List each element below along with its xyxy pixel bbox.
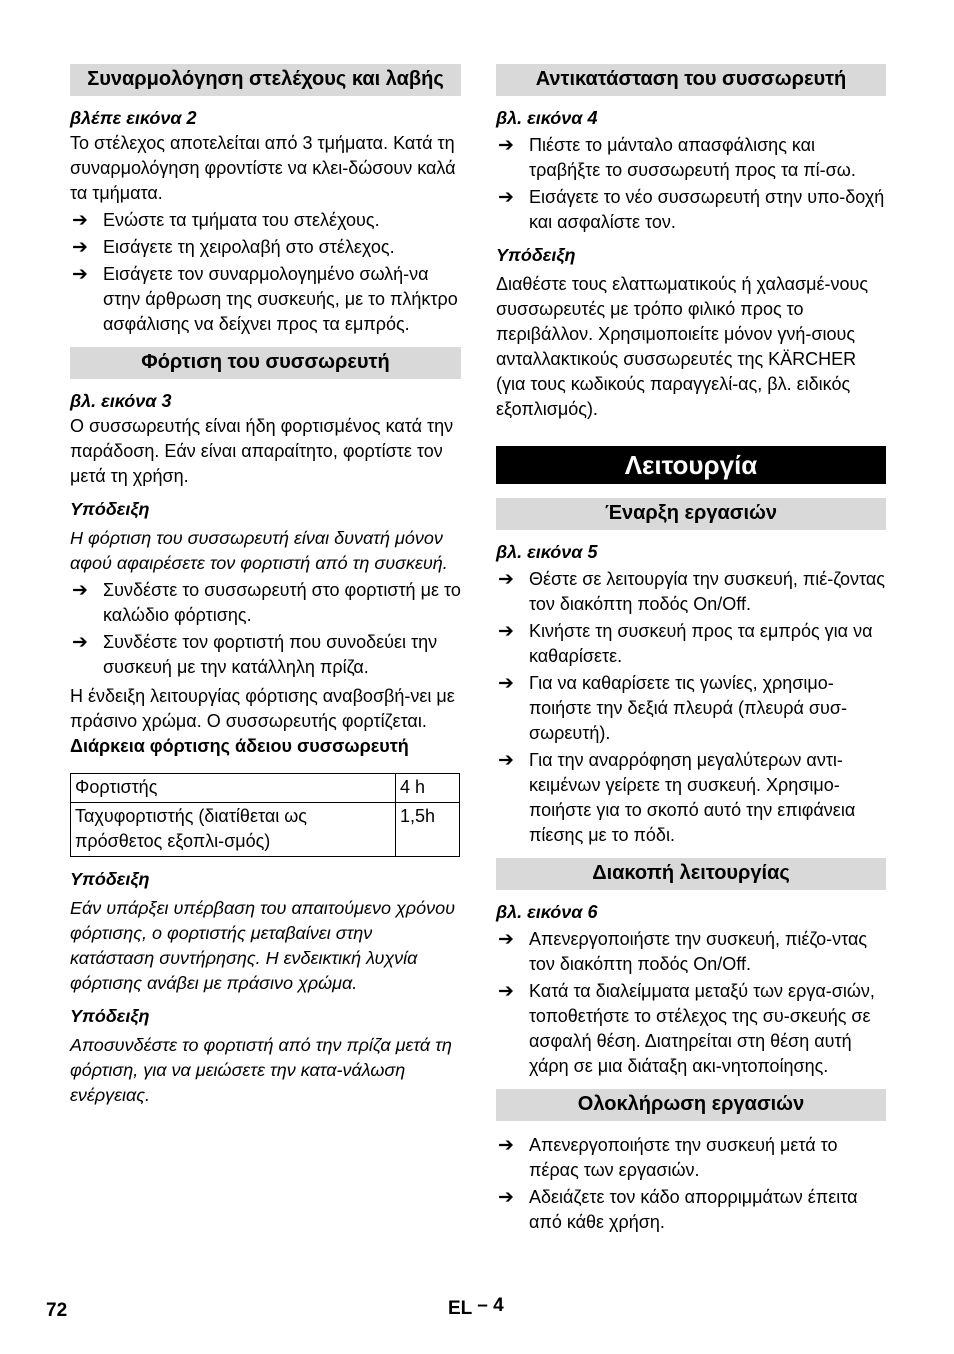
section-heading-stop: Διακοπή λειτουργίας: [496, 858, 886, 890]
section-number: – 4: [477, 1295, 504, 1316]
step-item: ➔ Εισάγετε το νέο συσσωρευτή στην υπο-δοχή και ασφαλίστε τον.: [498, 187, 885, 232]
step-list: [496, 567, 886, 848]
arrow-right-icon: ➔: [72, 237, 88, 258]
paragraph: Η ένδειξη λειτουργίας φόρτισης αναβοσβή-νει με πράσινο χρώμα. Ο συσσωρευτής φορτίζεται.: [70, 686, 455, 731]
step-item: ➔ Συνδέστε τον φορτιστή που συνοδεύει την συσκευή με την κατάλληλη πρίζα.: [72, 632, 438, 677]
note-text: Εάν υπάρξει υπέρβαση του απαιτούμενο χρόνου φόρτισης, ο φορτιστής μεταβαίνει στην κατάσταση συντήρησης. Η ενδεικτική λυχνία φόρτισης ανάβει με πράσινο χρώμα.: [70, 898, 456, 993]
arrow-right-icon: ➔: [498, 135, 514, 156]
note-heading: Υπόδειξη: [70, 499, 150, 519]
arrow-right-icon: ➔: [72, 264, 88, 285]
step-item: ➔ Απενεργοποιήστε την συσκευή, πιέζο-ντας τον διακόπτη ποδός On/Off.: [498, 929, 868, 974]
arrow-right-icon: ➔: [498, 621, 514, 642]
figure-reference: βλ. εικόνα 6: [496, 902, 598, 922]
language-code: EL: [448, 1298, 472, 1319]
step-item: ➔ Θέστε σε λειτουργία την συσκευή, πιέ-ζοντας τον διακόπτη ποδός On/Off.: [498, 569, 885, 614]
table-cell: 1,5h: [396, 803, 460, 857]
step-item: ➔ Για να καθαρίσετε τις γωνίες, χρησιμο-ποιήστε την δεξιά πλευρά (πλευρά συσ-σωρευτή).: [498, 673, 847, 743]
table-title: Διάρκεια φόρτισης άδειου συσσωρευτή: [70, 736, 409, 756]
step-item: ➔ Εισάγετε τη χειρολαβή στο στέλεχος.: [72, 237, 395, 258]
arrow-right-icon: ➔: [498, 673, 514, 694]
table-cell: Φορτιστής: [71, 774, 396, 803]
section-heading-charging: Φόρτιση του συσσωρευτή: [70, 347, 461, 379]
step-item: ➔ Για την αναρρόφηση μεγαλύτερων αντι-κειμένων γείρετε τη συσκευή. Χρησιμο-ποιήστε για το σκοπό αυτό την επιφάνεια πίεσης με το πόδι.: [498, 750, 856, 845]
paragraph: Ο συσσωρευτής είναι ήδη φορτισμένος κατά την παράδοση. Εάν είναι απαραίτητο, φορτίστε τον μετά τη χρήση.: [70, 416, 454, 486]
left-column: [70, 64, 461, 1108]
table-row: [71, 774, 460, 803]
figure-reference: βλέπε εικόνα 2: [70, 108, 197, 128]
step-list: [496, 1133, 886, 1235]
step-item: ➔ Συνδέστε το συσσωρευτή στο φορτιστή με το καλώδιο φόρτισης.: [72, 580, 461, 625]
note-heading: Υπόδειξη: [496, 245, 576, 265]
note-heading: Υπόδειξη: [70, 869, 150, 889]
step-item: ➔ Κατά τα διαλείμματα μεταξύ των εργα-σιών, τοποθετήστε το στέλεχος της συ-σκευής σε ασφαλή θέση. Διατηρείται στη θέση αυτή χάρη σε μια διάταξη ακι-νητοποίησης.: [498, 981, 875, 1076]
note-heading: Υπόδειξη: [70, 1006, 150, 1026]
step-item: ➔ Απενεργοποιήστε την συσκευή μετά το πέρας των εργασιών.: [498, 1135, 838, 1180]
figure-reference: βλ. εικόνα 3: [70, 391, 172, 411]
arrow-right-icon: ➔: [498, 929, 514, 950]
arrow-right-icon: ➔: [498, 981, 514, 1002]
note-text: Η φόρτιση του συσσωρευτή είναι δυνατή μόνον αφού αφαιρέσετε τον φορτιστή από τη συσκευή.: [70, 528, 448, 573]
table-cell: 4 h: [396, 774, 460, 803]
chapter-heading-operation: Λειτουργία: [496, 446, 886, 484]
step-list: [496, 133, 886, 235]
charging-time-table: [70, 773, 460, 857]
step-list: [70, 578, 461, 680]
figure-reference: βλ. εικόνα 4: [496, 108, 598, 128]
page-number: 72: [46, 1300, 68, 1321]
section-heading-battery-replacement: Αντικατάσταση του συσσωρευτή: [496, 64, 886, 96]
arrow-right-icon: ➔: [498, 1135, 514, 1156]
section-heading-assembly: Συναρμολόγηση στελέχους και λαβής: [70, 64, 461, 96]
arrow-right-icon: ➔: [498, 187, 514, 208]
arrow-right-icon: ➔: [72, 210, 88, 231]
step-item: ➔ Πιέστε το μάνταλο απασφάλισης και τραβήξτε το συσσωρευτή προς τα πί-σω.: [498, 135, 856, 180]
step-item: ➔ Εισάγετε τον συναρμολογημένο σωλή-να στην άρθρωση της συσκευής, με το πλήκτρο ασφάλισης να δείχνει προς τα εμπρός.: [72, 264, 458, 334]
step-list: [70, 208, 461, 337]
step-item: ➔ Κινήστε τη συσκευή προς τα εμπρός για να καθαρίσετε.: [498, 621, 873, 666]
arrow-right-icon: ➔: [72, 580, 88, 601]
note-text: Αποσυνδέστε το φορτιστή από την πρίζα μετά τη φόρτιση, για να μειώσετε την κατα-νάλωση ενέργειας.: [70, 1035, 452, 1105]
arrow-right-icon: ➔: [498, 1187, 514, 1208]
section-heading-start: Έναρξη εργασιών: [496, 498, 886, 530]
table-cell: Ταχυφορτιστής (διατίθεται ως πρόσθετος εξοπλι-σμός): [71, 803, 396, 857]
right-column: [496, 64, 886, 1235]
table-row: [71, 803, 460, 857]
section-heading-finish: Ολοκλήρωση εργασιών: [496, 1089, 886, 1121]
footer-section-label: [448, 1295, 504, 1320]
paragraph: Διαθέστε τους ελαττωματικούς ή χαλασμέ-νους συσσωρευτές με τρόπο φιλικό προς το περιβάλλον. Χρησιμοποιείτε μόνον γνή-σιους ανταλλακτικούς συσσωρευτές της KÄRCHER (για τους κωδικούς παραγγελί-ας, βλ. ειδικός εξοπλισμός).: [496, 274, 869, 419]
arrow-right-icon: ➔: [498, 569, 514, 590]
step-item: ➔ Ενώστε τα τμήματα του στελέχους.: [72, 210, 380, 231]
arrow-right-icon: ➔: [72, 632, 88, 653]
arrow-right-icon: ➔: [498, 750, 514, 771]
step-item: ➔ Αδειάζετε τον κάδο απορριμμάτων έπειτα από κάθε χρήση.: [498, 1187, 858, 1232]
step-list: [496, 927, 886, 1079]
paragraph: Το στέλεχος αποτελείται από 3 τμήματα. Κατά τη συναρμολόγηση φροντίστε να κλει-δώσουν καλά τα τμήματα.: [70, 133, 456, 203]
figure-reference: βλ. εικόνα 5: [496, 542, 598, 562]
